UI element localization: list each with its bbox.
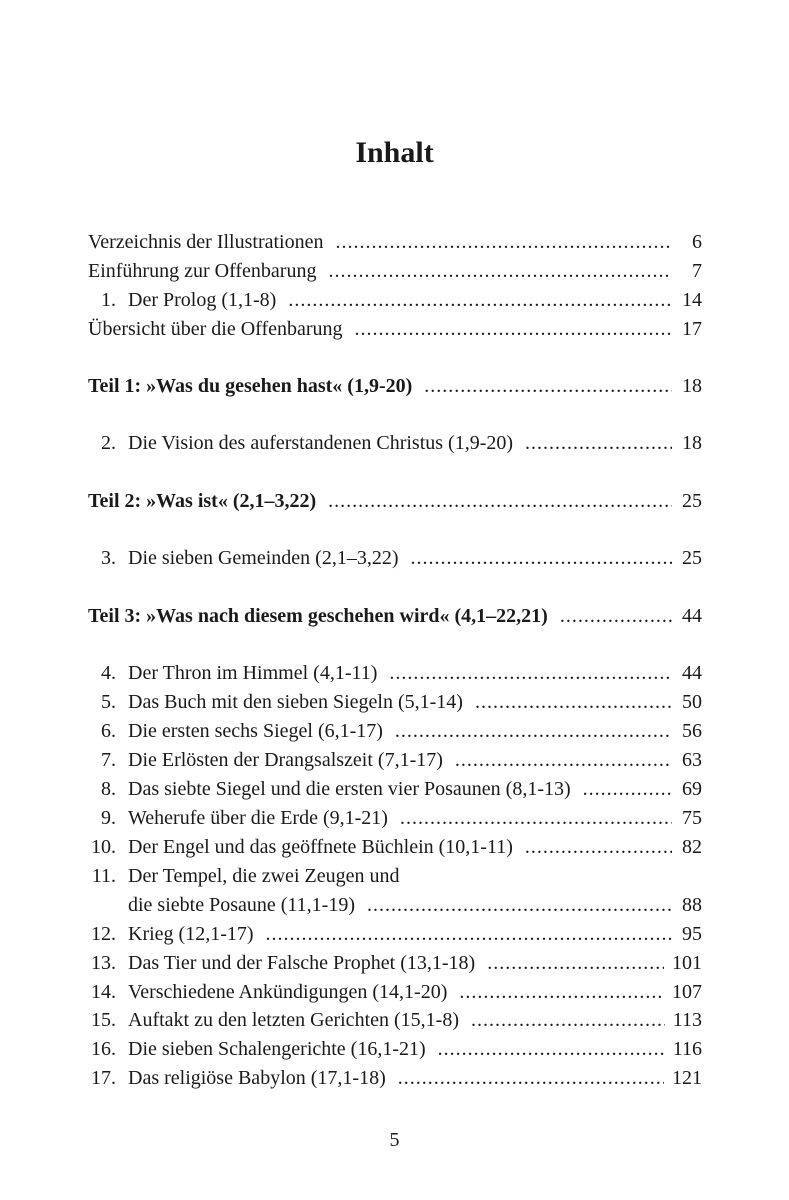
toc-entry-page: 88 [682,894,702,916]
toc-entry [88,1007,702,1033]
toc-entry-number: 6. [101,720,116,742]
toc-entry [88,776,702,802]
toc-entry-number: 14. [91,981,116,1003]
toc-entry-page: 95 [682,923,702,945]
dot-leader [487,950,664,976]
toc-entry-number: 3. [101,547,116,569]
toc-entry-number: 16. [91,1038,116,1060]
dot-leader [398,1065,664,1091]
toc-entry-number: 8. [101,778,116,800]
toc-part-heading [88,603,702,629]
toc-entry [88,1065,702,1091]
dot-leader [400,805,672,831]
toc-entry-title: Der Engel und das geöffnete Büchlein (10,1-11) [128,836,513,858]
dot-leader [438,1036,665,1062]
dot-leader [475,689,672,715]
toc-entry-page: 101 [672,952,702,974]
toc-entry-title: Auftakt zu den letzten Gerichten (15,1-8) [128,1009,459,1031]
toc-entry-title: Das siebte Siegel und die ersten vier Posaunen (8,1-13) [128,778,571,800]
toc-entry-title: Teil 3: »Was nach diesem geschehen wird« (4,1–22,21) [88,605,548,627]
toc-entry-page: 82 [682,836,702,858]
toc-entry-title: Einführung zur Offenbarung [88,260,317,282]
toc-entry-page: 56 [682,720,702,742]
toc-entry-number: 7. [101,749,116,771]
toc-entry-page: 121 [672,1067,702,1089]
toc-entry-page: 25 [682,547,702,569]
toc-part-heading [88,488,702,514]
toc-entry-page: 44 [682,605,702,627]
toc-entry-page: 25 [682,490,702,512]
dot-leader [459,979,664,1005]
toc-entry-title: Die sieben Schalengerichte (16,1-21) [128,1038,426,1060]
toc-entry [88,950,702,976]
dot-leader [455,747,672,773]
toc-entry-number: 12. [91,923,116,945]
toc-entry [88,545,702,571]
page-number: 5 [389,1129,400,1151]
toc-entry [88,1036,702,1062]
toc-entry [88,892,702,918]
toc-entry-title: Das religiöse Babylon (17,1-18) [128,1067,386,1089]
dot-leader [328,258,672,284]
toc-entry [88,834,702,860]
toc-entry-title: Die Vision des auferstandenen Christus (1,9-20) [128,432,514,454]
toc-entry-number: 17. [91,1067,116,1089]
toc-entry-title: Übersicht über die Offenbarung [88,318,343,340]
page-title: Inhalt [355,136,434,169]
dot-leader [424,373,672,399]
toc-entry [88,287,702,313]
toc-entry-number: 11. [91,865,116,887]
toc-entry-title: Das Buch mit den sieben Siegeln (5,1-14) [128,691,463,713]
toc-entry [88,921,702,947]
dot-leader [471,1007,665,1033]
toc-entry [88,689,702,715]
toc-entry-page: 14 [682,289,702,311]
dot-leader [288,287,672,313]
toc-entry [88,430,702,456]
dot-leader [335,229,672,255]
toc-entry-number: 9. [101,807,116,829]
toc-entry-page: 50 [682,691,702,713]
toc-entry-title: Die sieben Gemeinden (2,1–3,22) [128,547,399,569]
dot-leader [367,892,672,918]
dot-leader [583,776,672,802]
dot-leader [328,488,672,514]
toc-entry [88,229,702,255]
toc-entry-page: 63 [682,749,702,771]
toc-entry [88,718,702,744]
toc-entry-number: 5. [101,691,116,713]
dot-leader [266,921,672,947]
toc-entry-title: Teil 1: »Was du gesehen hast« (1,9-20) [88,375,413,397]
toc-entry [88,258,702,284]
toc-entry-number: 1. [101,289,116,311]
dot-leader [389,660,672,686]
toc-entry-number: 4. [101,662,116,684]
toc-entry [88,660,702,686]
toc-entry-title: Der Thron im Himmel (4,1-11) [128,662,378,684]
toc-entry-page: 7 [692,260,702,282]
dot-leader [395,718,672,744]
toc-entry-title: Die ersten sechs Siegel (6,1-17) [128,720,383,742]
toc-entry-page: 18 [682,432,702,454]
toc-entry-page: 44 [682,662,702,684]
toc-entry-title: Weherufe über die Erde (9,1-21) [128,807,388,829]
toc-entry-title: Die Erlösten der Drangsalszeit (7,1-17) [128,749,443,771]
toc-entry-page: 18 [682,375,702,397]
toc-entry-page: 17 [682,318,702,340]
dot-leader [525,834,672,860]
dot-leader [525,430,672,456]
dot-leader [410,545,672,571]
dot-leader [560,603,672,629]
toc-entry [88,979,702,1005]
toc-entry-page: 107 [672,981,702,1003]
toc-entry-title: Verzeichnis der Illustrationen [88,231,324,253]
toc-entry-title: Der Prolog (1,1-8) [128,289,277,311]
toc-entry-title: Der Tempel, die zwei Zeugen und [128,865,400,887]
toc-entry [88,805,702,831]
toc-entry-page: 69 [682,778,702,800]
toc-entry-page: 113 [672,1009,702,1031]
toc-entry-title: Verschiedene Ankündigungen (14,1-20) [128,981,448,1003]
toc-entry-number: 10. [91,836,116,858]
dot-leader [355,316,672,342]
toc-entry-page: 75 [682,807,702,829]
toc-part-heading [88,373,702,399]
toc-entry-title: Krieg (12,1-17) [128,923,254,945]
toc-entry-title: Das Tier und der Falsche Prophet (13,1-18) [128,952,476,974]
toc-entry-page: 116 [672,1038,702,1060]
toc-entry-title: die siebte Posaune (11,1-19) [128,894,355,916]
toc-entry-page: 6 [692,231,702,253]
toc-entry-number: 13. [91,952,116,974]
toc-entry-number: 2. [101,432,116,454]
toc-entry [88,863,702,889]
toc-entry-number: 15. [91,1009,116,1031]
toc-entry [88,316,702,342]
toc-entry [88,747,702,773]
toc-entry-title: Teil 2: »Was ist« (2,1–3,22) [88,490,317,512]
